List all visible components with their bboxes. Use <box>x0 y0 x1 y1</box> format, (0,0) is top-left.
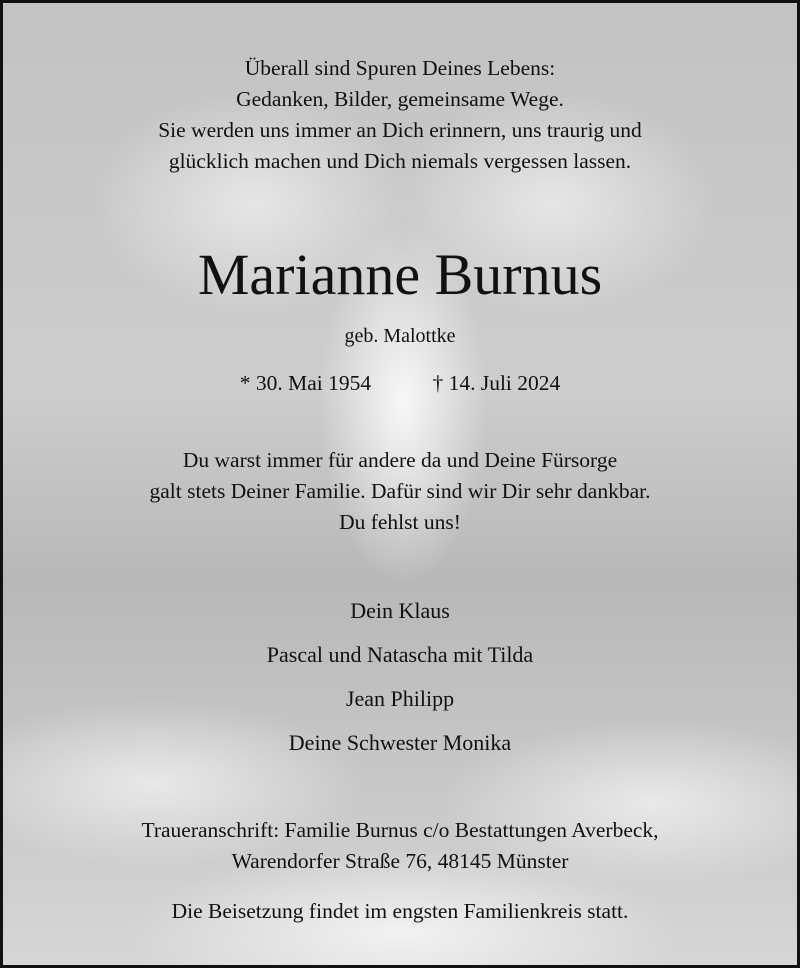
death-date: † 14. Juli 2024 <box>432 371 561 395</box>
verse-line: Überall sind Spuren Deines Lebens: <box>244 56 556 80</box>
message-line: Du warst immer für andere da und Deine Fürsorge <box>182 448 618 472</box>
birth-date: * 30. Mai 1954 <box>239 371 372 395</box>
message <box>3 445 797 538</box>
message-line: Du fehlst uns! <box>339 510 461 534</box>
mourner: Dein Klaus <box>350 598 450 623</box>
mourner: Deine Schwester Monika <box>288 730 512 755</box>
verse <box>3 53 797 177</box>
mourner: Pascal und Natascha mit Tilda <box>266 642 534 667</box>
address-line: Traueranschrift: Familie Burnus c/o Bestattungen Averbeck, <box>141 818 659 842</box>
maiden-name: geb. Malottke <box>344 325 456 347</box>
burial-note: Die Beisetzung findet im engsten Familienkreis statt. <box>171 899 629 923</box>
deceased-name: Marianne Burnus <box>197 242 603 307</box>
verse-line: glücklich machen und Dich niemals vergessen lassen. <box>168 149 632 173</box>
verse-line: Gedanken, Bilder, gemeinsame Wege. <box>236 87 564 111</box>
message-line: galt stets Deiner Familie. Dafür sind wir Dir sehr dankbar. <box>149 479 651 503</box>
mourner: Jean Philipp <box>345 686 455 711</box>
mourners <box>3 589 797 765</box>
address-line: Warendorfer Straße 76, 48145 Münster <box>231 849 569 873</box>
mourning-address <box>3 815 797 877</box>
verse-line: Sie werden uns immer an Dich erinnern, uns traurig und <box>158 118 642 142</box>
life-dates <box>3 371 797 396</box>
